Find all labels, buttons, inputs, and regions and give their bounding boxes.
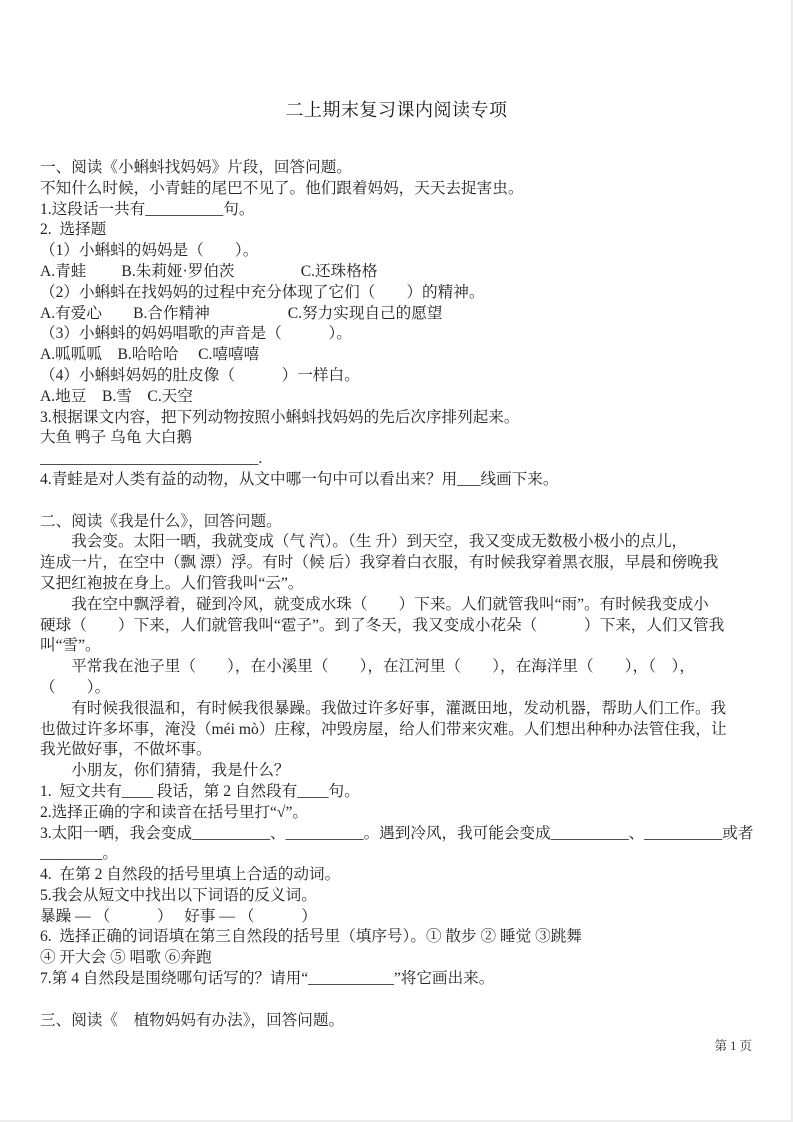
page-number: 第 1 页 [714,1039,752,1053]
section-gap [40,491,753,512]
s2-passage-line: 叫“雪”。 [40,637,101,655]
s2-q7-central-sentence: 7.第 4 自然段是围绕哪句话写的？请用“___________”将它画出来。 [40,970,495,988]
s2-q3-fill-blanks-cont: ________。 [40,845,118,863]
page-title: 二上期末复习课内阅读专项 [285,100,508,120]
s2-q5-antonym-blanks: 暴躁 — （ ） 好事 — （ ） [40,907,317,925]
s2-q6-word-choice-cont: ④ 开大会 ⑤ 唱歌 ⑥奔跑 [40,949,212,967]
section-3-plant-mothers-reading [40,1011,753,1032]
s2-q2-check-mark: 2.选择正确的字和读音在括号里打“√”。 [40,803,309,821]
s1-q2-item1: （1）小蝌蚪的妈妈是（ ）。 [40,242,259,260]
s2-q6-word-choice: 6. 选择正确的词语填在第三自然段的括号里（填序号）。① 散步 ② 睡觉 ③跳舞 [40,928,582,946]
s1-passage: 不知什么时候，小青蛙的尾巴不见了。他们跟着妈妈，天天去捉害虫。 [40,179,524,197]
s1-q3-animal-list: 大鱼 鸭子 乌龟 大白鹅 [40,429,193,447]
s2-passage-line: 有时候我很温和，有时候我很暴躁。我做过许多好事，灌溉田地，发动机器，帮助人们工作。我 [40,699,727,717]
section-gap [40,990,753,1011]
s2-q4-verbs: 4. 在第 2 自然段的括号里填上合适的动词。 [40,866,341,884]
s1-q2-item2: （2）小蝌蚪在找妈妈的过程中充分体现了它们（ ）的精神。 [40,283,485,301]
s2-passage-line: 也做过许多坏事，淹没（méi mò）庄稼，冲毁房屋，给人们带来灾难。人们想出种种办法管住我，让 [40,720,727,738]
s2-passage-line: 我会变。太阳一晒，我就变成（气 汽）。（生 升）到天空，我又变成无数极小极小的点儿， [40,533,688,551]
s1-q3-answer-line: ____________________________. [40,450,263,468]
s2-heading: 二、阅读《我是什么》，回答问题。 [40,512,282,530]
s1-q2-item1-options: A.青蛙 B.朱莉娅·罗伯茨 C.还珠格格 [40,262,378,280]
s2-passage-line: 连成一片，在空中（飘 漂）浮。有时（候 后）我穿着白衣服，有时候我穿着黑衣服，早晨和傍晚我 [40,554,719,572]
section-2-what-am-i-reading [40,512,753,990]
s2-passage-line: 平常我在池子里（ ），在小溪里（ ），在江河里（ ），在海洋里（ ），（ ）， [40,658,695,676]
s1-q3-ordering: 3.根据课文内容，把下列动物按照小蝌蚪找妈妈的先后次序排列起来。 [40,408,520,426]
s2-q3-fill-blanks: 3.太阳一晒，我会变成__________、__________。遇到冷风，我可能会变成__________、__________或者 [40,824,753,842]
s2-passage-line: 又把红袍披在身上。人们管我叫“云”。 [40,574,304,592]
s1-q2-item2-options: A.有爱心 B.合作精神 C.努力实现自己的愿望 [40,304,443,322]
s1-q4-underline-task: 4.青蛙是对人类有益的动物，从文中哪一句中可以看出来？用___线画下来。 [40,470,559,488]
s1-q2-item4-options: A.地豆 B.雪 C.天空 [40,387,193,405]
s3-heading: 三、阅读《 植物妈妈有办法》，回答问题。 [40,1011,345,1029]
s1-q1-sentence-count: 1.这段话一共有__________句。 [40,200,255,218]
s2-q5-antonyms: 5.我会从短文中找出以下词语的反义词。 [40,886,317,904]
s2-passage-line: 小朋友，你们猜猜，我是什么？ [40,762,290,780]
s2-passage-line: 硬球（ ）下来，人们就管我叫“雹子”。到了冬天，我又变成小花朵（ ）下来，人们又管我 [40,616,725,634]
s2-passage-line: （ ）。 [40,678,111,696]
s2-passage-line: 我在空中飘浮着，碰到冷风，就变成水珠（ ）下来。人们就管我叫“雨”。有时候我变成小 [40,595,709,613]
s1-q2-item3-options: A.呱呱呱 B.哈哈哈 C.嘻嘻嘻 [40,346,260,364]
s1-q2-item3: （3）小蝌蚪的妈妈唱歌的声音是（ ）。 [40,325,352,343]
section-1-tadpole-reading [40,158,753,491]
s1-q2-item4: （4）小蝌蚪妈妈的肚皮像（ ）一样白。 [40,366,360,384]
s2-passage-line: 我光做好事，不做坏事。 [40,741,212,759]
s1-heading: 一、阅读《小蝌蚪找妈妈》片段，回答问题。 [40,159,352,176]
s2-q1-paragraph-count: 1. 短文共有____ 段话，第 2 自然段有____句。 [40,782,360,800]
s1-q2-heading: 2. 选择题 [40,221,107,239]
